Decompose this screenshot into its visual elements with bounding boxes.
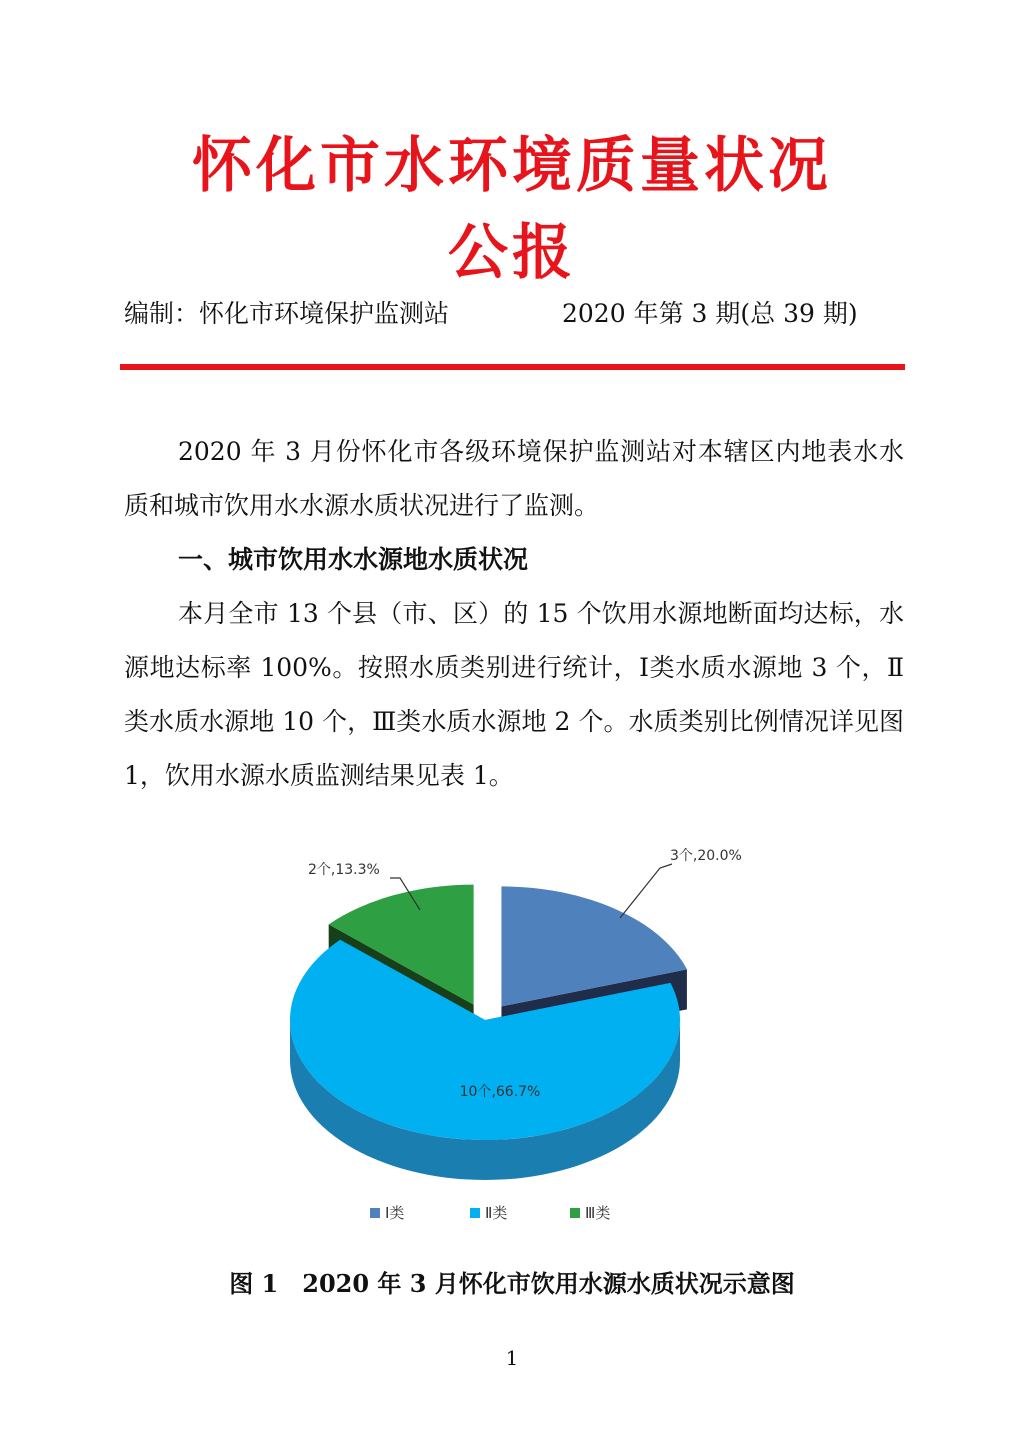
data-label-1: 3个,20.0%	[670, 848, 742, 864]
data-label-3: 2个,13.3%	[308, 862, 380, 878]
legend-swatch-3	[570, 1208, 580, 1218]
editor-line: 编制：怀化市环境保护监测站	[124, 299, 450, 328]
figure-caption: 图 1 2020 年 3 月怀化市饮用水源水质状况示意图	[229, 1269, 795, 1298]
issue-number: 2020 年第 3 期(总 39 期)	[562, 299, 858, 328]
data-label-2: 10个,66.7%	[459, 1084, 541, 1100]
legend-label-1: Ⅰ类	[385, 1204, 405, 1222]
legend	[370, 1204, 610, 1222]
section-heading: 一、城市饮用水水源地水质状况	[178, 545, 529, 574]
pie-slices-group	[290, 885, 687, 1180]
page-number: 1	[505, 1346, 519, 1370]
water-quality-pie-chart	[250, 830, 780, 1230]
legend-swatch-2	[470, 1208, 480, 1218]
report-title-suffix: 公报	[448, 218, 576, 288]
data-label-leader-line	[620, 864, 672, 918]
header-divider	[120, 364, 905, 370]
section1-paragraph: 本月全市 13 个县（市、区）的 15 个饮用水源地断面均达标，水源地达标率 100%。按照水质类别进行统计，Ⅰ类水质水源地 3 个，Ⅱ类水质水源地 10 个，Ⅲ类水质水源地 2 个。水质类别比例情况详见图 1，饮用水源水质监测结果见表 1。	[124, 599, 904, 790]
legend-label-2: Ⅱ类	[485, 1204, 508, 1222]
legend-swatch-1	[370, 1208, 380, 1218]
intro-paragraph: 2020 年 3 月份怀化市各级环境保护监测站对本辖区内地表水水质和城市饮用水水源水质状况进行了监测。	[124, 437, 904, 520]
legend-label-3: Ⅲ类	[585, 1204, 611, 1222]
report-title: 怀化市水环境质量状况	[192, 131, 832, 201]
